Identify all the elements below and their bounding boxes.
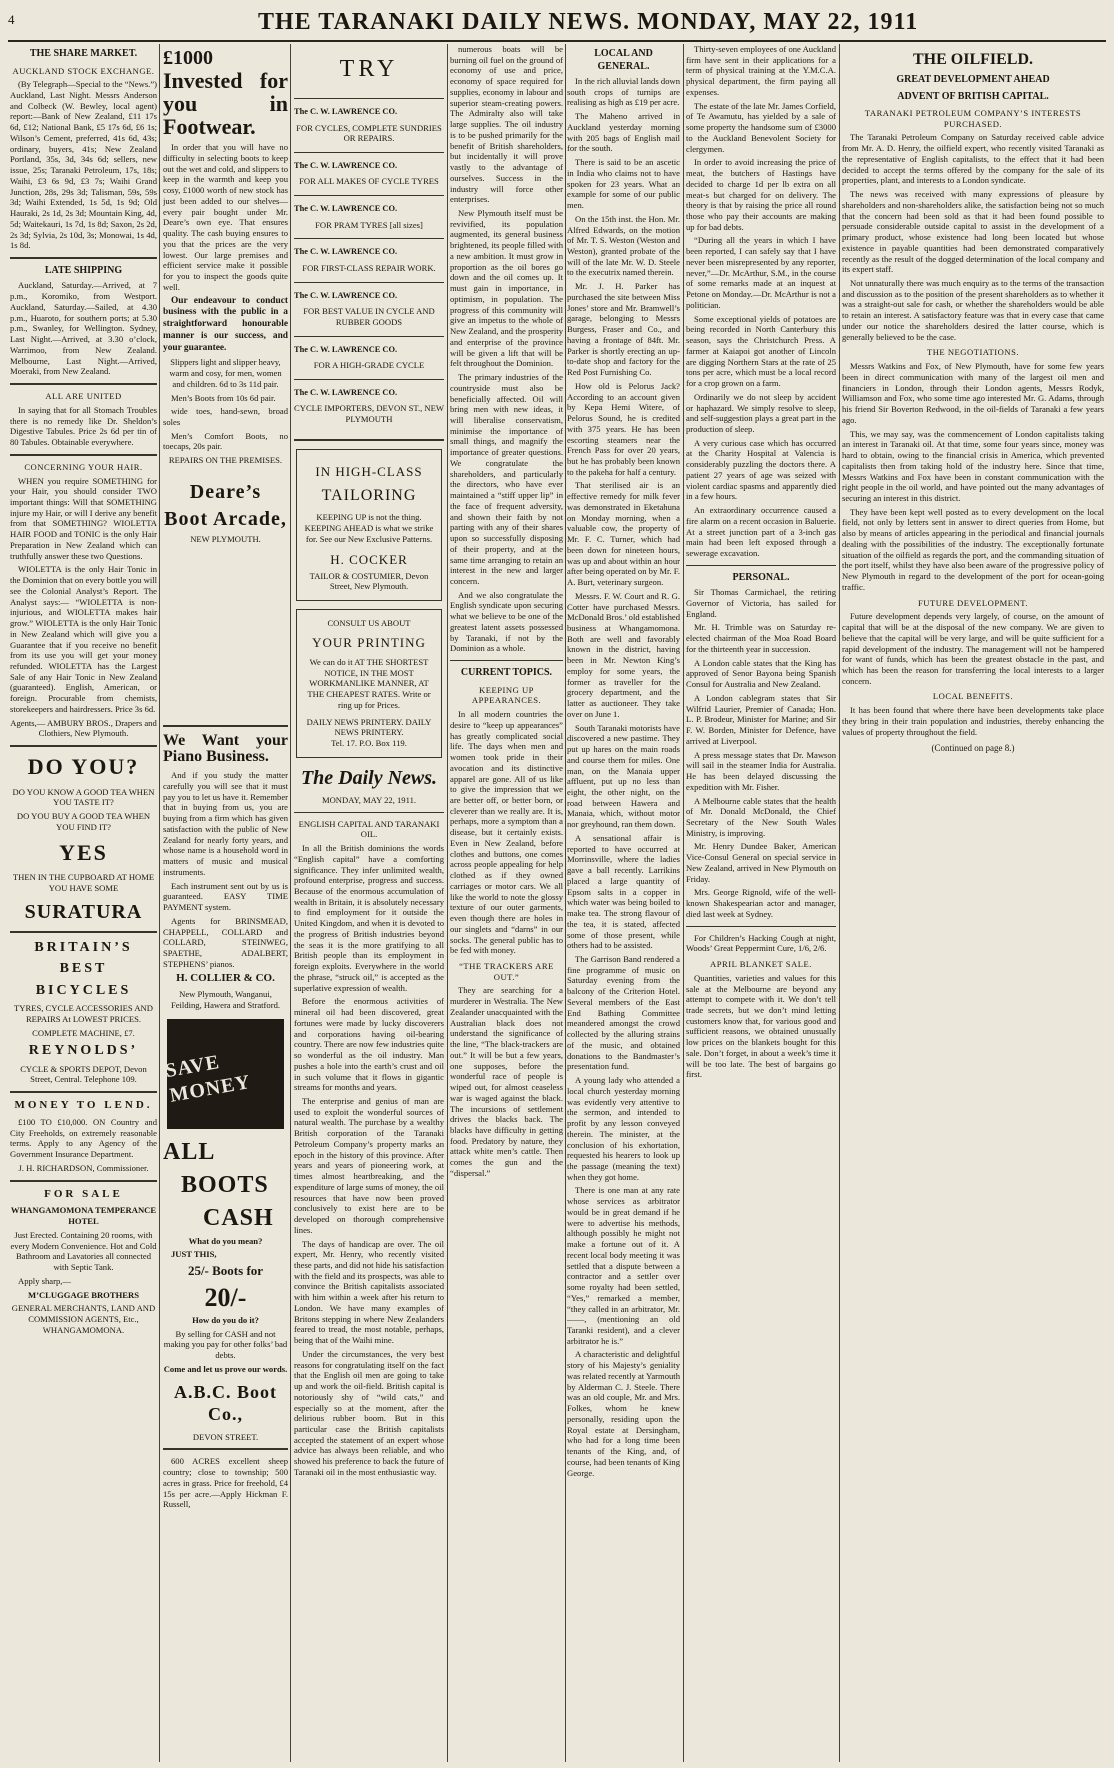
divider — [294, 439, 444, 441]
oilfield-heading: THE OILFIELD. — [912, 51, 1034, 68]
do-you-line-2: DO YOU BUY A GOOD TEA WHEN YOU FIND IT? — [16, 811, 151, 832]
lawrence-line: FOR CYCLES, COMPLETE SUNDRIES OR REPAIRS. — [296, 122, 442, 144]
column-5 — [686, 44, 836, 1762]
come-in: Come and let us prove our words. — [163, 1363, 288, 1374]
piano-heading: We Want your Piano Business. — [163, 731, 288, 766]
oilfield-paragraph: Messrs Watkins and Fox, of New Plymouth, have for some few years been in direct communication with many of the largest oil men and financiers in London, through their London agents, Messrs Rodyk, Williamson and Fox, who some time ago interested Mr. G. Adams, through his friend Sir Boverton Redwood, in the oil-fields of Taranaki a few years ago. — [842, 361, 1104, 425]
reynolds-name: REYNOLDS’ — [28, 1043, 139, 1059]
masthead-title: THE TARANAKI DAILY NEWS. MONDAY, MAY 22, 1911 — [258, 9, 919, 35]
date-line: MONDAY, MAY 22, 1911. — [321, 794, 417, 805]
lawrence-ad-row — [294, 152, 444, 195]
divider — [294, 812, 444, 813]
local-item: In the rich alluvial lands down south crops of turnips are realising as high as £19 per acre. — [567, 76, 680, 108]
page-number: 4 — [8, 12, 15, 27]
lawrence-ad-row — [294, 379, 444, 433]
column-1 — [10, 44, 157, 1762]
repairs-line: REPAIRS ON THE PREMISES. — [168, 455, 283, 466]
lawrence-name: The C. W. LAWRENCE CO. — [294, 204, 398, 214]
personal-item: A London cablegram states that Sir Wilfrid Laurier, Premier of Canada; Hon. L. P. Brodeur, Minister for Marine; and Sir F. W. Borden, Minister for Defence, have arrived at Liverpool. — [686, 692, 836, 746]
local-item: The Garrison Band rendered a fine programme of music on Saturday evening from the balcony of the Criterion Hotel. Several members of the East End Bathing Committee meandered amongst the crowd collected by the alluring strains of the music, and obtained donations to the Bandmaster’s presentation fund. — [567, 954, 680, 1072]
general-item: In order to avoid increasing the price of meat, the butchers of Hastings have decided to charge 1d per lb extra on all meat-s but charged for on delivery. The theory is that by raising the price all round those who pay their accounts are making up for bad debts. — [686, 157, 836, 232]
lawrence-line: FOR ALL MAKES OF CYCLE TYRES — [299, 176, 439, 187]
mccluggage-text: GENERAL MERCHANTS, LAND AND COMMISSION AGENTS, Etc., WHANGAMOMONA. — [11, 1303, 156, 1335]
money-text: £100 TO £10,000. ON Country and City Freeholds, on extremely reasonable terms. Apply to any Agency of the Government Insurance Department. — [10, 1116, 157, 1160]
hair-heading: CONCERNING YOUR HAIR. — [24, 461, 143, 472]
divider — [686, 565, 836, 566]
acres-ad: 600 ACRES excellent sheep country; close to township; 500 acres in grass. Price for freehold, £4 15s per acre.—Apply Hickman F. Russell, — [163, 1456, 288, 1510]
general-item: Some exceptional yields of potatoes are being recorded in North Canterbury this season, says the Christchurch Press. A farmer at Kaiapoi got another of Lincoln are digging Northern Stars at the rate of 25 tons per acre, which must be a local record for a crop grown on a farm. — [686, 313, 836, 389]
editorial-heading: ENGLISH CAPITAL AND TARANAKI OIL. — [298, 818, 440, 840]
lawrence-line: FOR FIRST-CLASS REPAIR WORK. — [302, 262, 436, 273]
tailoring-in: IN HIGH-CLASS — [315, 463, 423, 479]
column-rule — [290, 44, 291, 1762]
hotel-name: WHANGAMOMONA TEMPERANCE HOTEL — [10, 1205, 157, 1227]
cocker-sub: TAILOR & COSTUMIER, Devon Street, New Plymouth. — [309, 570, 429, 592]
footwear-amount: £1000 — [163, 47, 213, 69]
lawrence-ad-row — [294, 336, 444, 379]
lawrence-ad-row — [294, 98, 444, 152]
united-ad: In saying that for all Stomach Troubles there is no remedy like Dr. Sheldon’s Digestive Tabules. Price 2s 6d per tin of 80 Tabules. Obtainable everywhere. — [10, 404, 157, 448]
divider — [10, 1180, 157, 1182]
cash-label: CASH — [203, 1204, 274, 1231]
editorial-continued: And we also congratulate the English syndicate upon securing what we believe to be one of the greatest latent assets possessed by Taranaki, if not by the Dominion as a whole. — [450, 589, 563, 654]
what-mean: What do you mean? — [188, 1235, 263, 1246]
trackers-text: They are searching for a murderer in Westralia. The New Zealander unacquainted with the Australian black does not understand the significance of the line, “The black-trackers are out.” It will be but a few years, one supposes, before the wonderful race of people is wiped out, for almost ceaseless war is waged against the black. The incursions of settlement drives the blacks back. The blacks have difficulty in getting food. Predatory by nature, they attack white men’s cattle. Then comes the gun and the “dispersal.” — [450, 985, 563, 1178]
general-item: Ordinarily we do not sleep by accident or haphazard. We simply resolve to sleep, and self-suggestion plays a great part in the production of sleep. — [686, 391, 836, 434]
stock-report: (By Telegraph—Special to the “News.”) Auckland, Last Night. Messrs Anderson and Colbeck (W. Bewley, local agent) report:—Bank of New Zealand, £11 17s 6d, £12; National Bank, £5 17s 6d, £6 1s; Wilson’s Cement, preferred, 41s 6d, 43s; ordinary, buyers, 41s; New Zealand Portland, 35s, 3d, 34s 6d; sellers, new issue, 25s; Taranaki Petroleum, 17s, 18s; Waihi, £3 6s 9d, £3 7s; Waihi Grand Junction, 28s, 29s 3d; Talisman, 59s, 59s 3d; Waihi Extended, 1s 5d, 1s 9d; Old Hauraki, 2s 1d, 2s 3d; Mountain King, 4d, 5d; Waitekauri, 1s 7d, 1s 8d; Saxon, 2s 2d, 2s 3d; Sylvia, 2s 10d, 3s; Monowai, 1s 4d, 1s 8d. — [10, 79, 157, 251]
collier-place: New Plymouth, Wanganui, Feilding, Hawera and Stratford. — [170, 989, 281, 1010]
divider — [10, 454, 157, 456]
lawrence-name: The C. W. LAWRENCE CO. — [294, 160, 398, 170]
divider — [686, 926, 836, 927]
footwear-body: In order that you will have no difficulty in selecting boots to keep out the wet and cold, and slippers to keep in the warmth and keep you cosy, £1000 worth of new stock has just been added to our shelves—every pair bought under Mr. Deare’s own eye. That ensures quality. The cash buying ensures to you that the prices are the very lowest. Our large premises and efficient service make it possible for you to inspect the goods quite well. — [163, 142, 288, 292]
masthead — [8, 6, 1106, 42]
local-item: There is said to be an ascetic in India who claims not to have spoken for 23 years. What an example for some of our public men. — [567, 157, 680, 211]
oilfield-paragraph: This, we may say, was the commencement of London capitalists taking an interest in Taranaki oil. At that time, some four years since, money was hard to obtain, owing to the financial crisis in America, which prevented capitalists then from taking hold of the industry here. Since that time, Messrs Watkins and Fox have been in constant communication with the right people in the oil world, and have pointed out the many advantages of securing an interest in this district. — [842, 428, 1104, 503]
printing-tel: Tel. 17. P.O. Box 119. — [331, 738, 407, 749]
try-heading: TRY — [339, 56, 399, 82]
mens-boots-line: Men’s Boots from 10s 6d pair. — [171, 392, 276, 403]
general-item: An extraordinary occurrence caused a fire alarm on a recent occasion in Baluerie. At a street junction part of a 3-inch gas main had been left exposed through a sewerage excavation. — [686, 505, 836, 559]
future-development-heading: FUTURE DEVELOPMENT. — [917, 597, 1029, 608]
cash-text: By selling for CASH and not making you pay for other folks’ bad debts. — [163, 1328, 288, 1361]
lawrence-line: CYCLE IMPORTERS, DEVON ST., NEW PLYMOUTH — [294, 403, 444, 425]
column-4a — [450, 44, 563, 1762]
oilfield-paragraph: Not unnaturally there was much enquiry as to the terms of the transaction and discussion as to the position of the present shareholders as to whether it was a straight-out sale for cash, or whether the shareholders would be able to retain an interest. A satisfactory feature was that in every case that came under our notice the shareholders desired the latter course, which is generally believed to be the case. — [842, 278, 1104, 342]
editorial-continued: The primary industries of the countryside must also be beneficially affected. Oil will bring men with new ideas, it will liberalise conservatism, minimise the importance of small things, and magnify the importance of greater questions. We congratulate the shareholders, and particularly the directors, who have ever maintained a “stiff upper lip” in the face of frequent adversity, and shown their faith by not parting with any of their shares upon so successfully disposing of their property, and at the same time arranging to retain an interest in the new and larger concern. — [450, 372, 563, 586]
hotel-text: Just Erected. Containing 20 rooms, with every Modern Convenience. Hot and Cold Bathroom and Lavatories all connected with Septic Tank. — [10, 1229, 157, 1273]
oilfield-paragraph: The news was received with many expressions of pleasure by shareholders and non-shareholders alike, the satisfaction being not so much that the concern had been sold as that it had been found possible to persuade considerable outside capital to assist in the development of a primary product, whose existence had long been located but whose existence in payable quantities had been demonstrated comparatively recently as the result of the dogged determination of the local company and its expert staff. — [842, 189, 1104, 275]
apply-line: Apply sharp,— — [18, 1275, 71, 1286]
money-heading: MONEY TO LEND. — [14, 1099, 153, 1112]
united-heading: ALL ARE UNITED — [45, 391, 122, 402]
oilfield-paragraph: It has been found that where there have been developments take place they bring in their train population and industries, thereby enhancing the values of property throughout the field. — [842, 705, 1104, 737]
general-item: The estate of the late Mr. James Corfield, of Te Awamutu, has yielded by a sale of some property the handsome sum of £3000 to the Auckland Benevolent Society for clergymen. — [686, 100, 836, 154]
current-topics-heading: CURRENT TOPICS. — [460, 667, 553, 679]
divider — [163, 1448, 288, 1450]
do-you-line-1: DO YOU KNOW A GOOD TEA WHEN YOU TASTE IT? — [12, 786, 155, 808]
oilfield-paragraph: The Taranaki Petroleum Company on Saturday received cable advice from Mr. A. D. Henry, the oilfield expert, who recently visited Taranaki as the representative of English capitalists, to the effect that it had been decided to accept the terms offered by the company for the sale of its properties, plant, and interests to a London syndicate. — [842, 132, 1104, 186]
column-2 — [163, 44, 288, 1762]
collier-name: H. COLLIER & CO. — [176, 972, 275, 985]
cocker-name: H. COCKER — [330, 552, 408, 568]
hair-ad-text-2: WIOLETTA is the only Hair Tonic in the Dominion that on every bottle you will see the Colonial Analyst’s Report. The Analyst says:— “WIOLETTA is non-injurious, and WIOLETTA makes hair grow.” WIOLETTA is the only Hair Tonic in New Zealand which will give you a Guarantee that if you receive no benefit from its use you will get your money refunded. WIOLETTA has the Largest Sale of any Hair Tonic in New Zealand (guaranteed). English, American, or foreign. Procurable from chemists, storekeepers and hairdressers. Price 3s 6d. — [10, 564, 157, 714]
blanket-sale-text: Quantities, varieties and values for this sale at the Melbourne are beyond any attempt to compete with it. We don’t tell trade secrets, but we don’t mind letting customers know that, for various good and sufficient reasons, we obtained unusually low prices on the blankets bought for this sale. Don’t forget, in about a week’s time it will be too late. The best of bargains go first. — [686, 972, 836, 1080]
printing-consult: CONSULT US ABOUT — [327, 618, 411, 629]
column-rule — [447, 44, 448, 1762]
personal-item: Mrs. George Rignold, wife of the well-known Shakespearian actor and manager, died last week at Sydney. — [686, 887, 836, 919]
piano-terms: Each instrument sent out by us is guaranteed. EASY TIME PAYMENT system. — [163, 880, 288, 913]
lawrence-name: The C. W. LAWRENCE CO. — [294, 344, 398, 354]
general-item: “During all the years in which I have been reported, I can safely say that I have never been misrepresented by any reporter, never,”—Dr. McArthur, S.M., in the course of some remarks made at an inquest at Petone on Monday.—Dr. McArthur is not a politician. — [686, 235, 836, 310]
hair-agents: Agents,— AMBURY BROS., Drapers and Clothiers, New Plymouth. — [10, 717, 157, 739]
local-item: On the 15th inst. the Hon. Mr. Alfred Edwards, on the motion of Mr. T. S. Weston (Weston and Weston), granted probate of the will of the late Mr. W. D. Steele to the executrix named therein. — [567, 213, 680, 278]
local-item: That sterilised air is an effective remedy for milk fever was demonstrated in Eketahuna on Monday morning, when a valuable cow, the property of Mr. F. C. Turner, which had been down for nineteen hours, was up and about within an hour after being operated on by Mr. F. A. Burt, veterinary surgeon. — [567, 480, 680, 588]
hair-ad-text-1: WHEN you require SOMETHING for your Hair, you should consider TWO important things: Will that SOMETHING injure my Hair, or will I derive any benefit from that SOMETHING? WIOLETTA HAIR FOOD and TONIC is the only Hair Preparation in New Zealand which can truthfully answer these two Questions. — [10, 475, 157, 561]
personal-item: Sir Thomas Carmichael, the retiring Governor of Victoria, has sailed for England. — [686, 587, 836, 619]
deare-name: Deare’s — [189, 480, 262, 503]
column-3 — [294, 44, 444, 1762]
column-rule — [565, 44, 566, 1762]
divider — [10, 383, 157, 385]
negotiations-heading: THE NEGOTIATIONS. — [926, 347, 1020, 358]
do-you-heading: DO YOU? — [27, 754, 140, 780]
local-item: A young lady who attended a local church yesterday morning was evidently very attentive to the sermon, and intended to profit by any lesson conveyed therein. The minister, at the conclusion of his exhortation, requested his hearers to look up the passage (meaning the text) when they got home. — [567, 1075, 680, 1182]
yes-line: THEN IN THE CUPBOARD AT HOME YOU HAVE SOME — [12, 872, 155, 893]
local-item: How old is Pelorus Jack? According to an account given by Kepa Hemi Witere, of Pelorus Sound, he is credited with 375 years. He has been escorting steamers near the French Pass for over 20 years, but he has probably been known to the pakeha for half a century. — [567, 380, 680, 477]
editorial-paragraph: The enterprise and genius of man are used to exploit the wonderful sources of natural wealth. The purchase by a wealthy British corporation of the Taranaki Petroleum Company’s property marks an epoch in the history of this province. After years and years of pioneering work, at times almost heartbreaking, and the expenditure of large sums of money, the oil resources that have now been proved conclusively to exist here are to be developed on thorough comprehensive lines. — [294, 1095, 444, 1235]
lawrence-name: The C. W. LAWRENCE CO. — [294, 387, 398, 397]
editorial-continued: New Plymouth itself must be revivified, its population augmented, its general business brightened, its people filled with a new ambition. It must grow in proportion as the oil bores go down and the oil comes up. It must gain in importance, in optimism, in population. The progress of this community will give an impetus to the whole of New Zealand, and the prosperity and enterprise of the province will be given a lift that will be felt throughout the Dominion. — [450, 208, 563, 369]
tailoring-ad — [296, 449, 442, 601]
lawrence-ad-list — [294, 98, 444, 433]
local-general-heading: LOCAL AND GENERAL. — [594, 48, 653, 72]
column-rule — [683, 44, 684, 1762]
general-item: A very curious case which has occurred at the Charity Hospital at Valencia is considerably puzzling the doctors there. A patient 27 years of age was seized with violent cardiac spasms and apparently died in a few hours. — [686, 437, 836, 502]
britains-line: BRITAIN’S — [34, 939, 133, 955]
general-item: Thirty-seven employees of one Auckland firm have sent in their applications for a term of physical training at the Y.M.C.A. physical department, the firm paying all expenses. — [686, 44, 836, 97]
local-item: South Taranaki motorists have discovered a new pastime. They put up hares on the main roads and course them for miles. One man, on the Manaia upper affluent, put up no less than eight, the other night, on the road between Hawera and Manaia, which, without motor nor greyhound, ran them down. — [567, 722, 680, 830]
editorial-paragraph: Before the enormous activities of mineral oil had been discovered, great fortunes were made by lucky discoverers and corporations having oil-bearing country. There are now few industries quite so wonderful as the oil industry. Man pushes a hole into the earth’s crust and oil in such volume that it flows in gigantic streams for months and years. — [294, 996, 444, 1093]
divider — [450, 660, 563, 661]
deare-place: NEW PLYMOUTH. — [190, 533, 261, 544]
best-line: BEST — [59, 961, 108, 977]
how-do: How do you do it? — [192, 1314, 259, 1325]
appearances-text: In all modern countries the desire to “keep up appearances” has greatly complicated social life. The days when men and women took pride in their avocation and its distinctive apparel are gone. All of us like to give the impression that we are better off, or better born, or cleverer than we really are. It is, perhaps, more a symptom than a disease, but it certainly exists. Even in New Zealand, before clothes and buttons, one comes across people appealing for help clothed as if they owned carriages or motor cars. We all like the world to note the glossy texture of our outer garments, even though there are holes in our singlets and “darns” in our socks. The general public has to be fed with money. — [450, 709, 563, 956]
local-item: Mr. J. H. Parker has purchased the site between Miss Jones’ store and Mr. Bramwell’s garage, belonging to Messrs Burgess, Fraser and Co., and having a frontage of 84ft. Mr. Parker is shortly erecting an up-to-date shop and factory for the Red Post Furnishing Co. — [567, 281, 680, 378]
printing-text: We can do it AT THE SHORTEST NOTICE, IN THE MOST WORKMANLIKE MANNER, AT THE CHEAPEST RATES. Write or ring up for Prices. — [307, 657, 431, 710]
column-4b — [567, 44, 680, 1762]
divider — [10, 931, 157, 933]
local-benefits-heading: LOCAL BENEFITS. — [932, 691, 1014, 702]
tailoring-text: KEEPING UP is not the thing. KEEPING AHEAD is what we strike for. See our New Exclusive Patterns. — [304, 512, 434, 544]
personal-heading: PERSONAL. — [732, 571, 790, 583]
boots-for: 25/- Boots for — [187, 1263, 264, 1279]
editorial-paragraph: Under the circumstances, the very best reasons for congratulating itself on the fact that the English oil men are going to take up and work the oil-field. British capital is notoriously shy of “wild cats,” and especially so at the moment, after the delirious rubber boom. But in this particular case the British capitalists accepted the statement of an expert whose advice has always been reliable, and who showed his preference to back the future of Taranaki oil in the most enthusiastic way. — [294, 1348, 444, 1477]
lawrence-line: FOR BEST VALUE IN CYCLE AND RUBBER GOODS — [303, 306, 435, 327]
lawrence-name: The C. W. LAWRENCE CO. — [294, 107, 398, 116]
column-rule — [839, 44, 840, 1762]
reynolds-address: CYCLE & SPORTS DEPOT, Devon Street, Central. Telephone 109. — [20, 1063, 147, 1085]
lawrence-ad-row — [294, 195, 444, 238]
money-agent: J. H. RICHARDSON, Commissioner. — [18, 1162, 149, 1173]
trackers-heading: “THE TRACKERS ARE OUT.” — [459, 960, 554, 982]
divider — [10, 257, 157, 259]
tailoring-label: TAILORING — [321, 487, 417, 505]
oilfield-paragraph: Future development depends very largely, of course, on the amount of capital that will be at the disposal of the new company. We are given to believe that the capital will be very large, and will be quite sufficient for a rapid development of the industry. The management will not be hampered for want of funds, which has been the greatest obstacle in the past, and which has been the reason for transferring the local interests to a larger concern. — [842, 611, 1104, 686]
editorial-paragraph: In all the British dominions the words “English capital” have a comforting significance. They infer unlimited wealth, profound enterprise, progress and success. Because of the enormous accumulation of wealth in Britain, it is absolutely necessary to find employment for it outside the United Kingdom, and when it is devoted to the progress of British industries beyond the seas it is the more gratifying to all British people than its employment in foreign exploits. Everywhere in the world the phrase, “struck oil,” is accepted as the superlative expression of wealth. — [294, 843, 444, 993]
footwear-headline: Invested for you in Footwear. — [163, 68, 288, 140]
blanket-sale-heading: APRIL BLANKET SALE. — [710, 959, 812, 970]
deare-arcade: Boot Arcade, — [164, 507, 287, 530]
footwear-ad-heading — [163, 48, 288, 138]
lawrence-line: FOR A HIGH-GRADE CYCLE — [313, 360, 425, 371]
column-4 — [450, 44, 680, 1762]
oilfield-subheading-1: GREAT DEVELOPMENT AHEAD — [896, 74, 1050, 85]
personal-item: A Melbourne cable states that the health of Mr. Donald McDonald, the Chief Secretary of the New South Wales Ministry, is improving. — [686, 795, 836, 838]
divider — [163, 725, 288, 727]
personal-item: Mr. Henry Dundee Baker, American Vice-Consul General on special service in New Zealand, arrived in New Plymouth on Friday. — [686, 841, 836, 884]
personal-item: A London cable states that the King has approved of Senor Bayona being Spanish Consul for Australia and New Zealand. — [686, 657, 836, 690]
local-item: Messrs. F. W. Court and R. G. Cotter have purchased Messrs. McDonald Bros.’ old established business at Whangamomona. Both are well and favorably known in the district, having been in Mr. Newton King’s employ for some years, the former as traveller for the grocery department, and the latter as auctioneer. They take over on June 1. — [567, 590, 680, 719]
personal-item: Mr. H. Trimble was on Saturday re-elected chairman of the Moa Road Board for the thirteenth year in succession. — [686, 622, 836, 654]
stock-exchange-heading: AUCKLAND STOCK EXCHANGE. — [12, 65, 155, 76]
oilfield-subheading-3: TARANAKI PETROLEUM COMPANY’S INTERESTS PURCHASED. — [864, 108, 1082, 129]
appearances-heading: KEEPING UP APPEARANCES. — [471, 684, 542, 706]
boots-price: 20/- — [204, 1283, 247, 1313]
divider — [10, 745, 157, 747]
local-item: A characteristic and delightful story of his Majesty’s geniality was related recently at Yarmouth by Alderman C. J. Steele. There was an old couple, Mr. and Mrs. Folkes, whom he knew personally, residing upon the Royal estate at Dersingham, who had for a long time been tenants of the King, and, of course, had been tenants of King George. — [567, 1349, 680, 1478]
footwear-guarantee: Our endeavour to conduct business with the public in a straightforward honourable manner is our success, and your guarantee. — [163, 295, 288, 353]
lawrence-ad-row — [294, 282, 444, 336]
editorial-paragraph: The days of handicap are over. The oil expert, Mr. Henry, who recently visited these parts, and did not hide his satisfaction with the field and its prospects, was able to convince the British capitalists associated with him within a week after his return to London. We have many examples of Britons stepping in where New Zealanders feared to tread, the most notable, perhaps, being that of the Waihi mine. — [294, 1238, 444, 1346]
personal-item: A press message states that Dr. Mawson will sail in the steamer India for Australia. He has been delayed discussing the expedition with Mr. Fisher. — [686, 749, 836, 792]
continued-note: (Continued on page 8.) — [931, 743, 1015, 754]
column-6 — [842, 44, 1104, 1762]
piano-text: And if you study the matter carefully you will see that it must pay you to let us have it. Remember that in buying from us, you are buying from a firm which has given satisfaction with the public of New Zealand for nearly forty years, and whose name is a household word in matters of music and musical instruments. — [163, 770, 288, 877]
bicycles-line: BICYCLES — [35, 982, 132, 998]
slippers-line: Slippers light and slipper heavy, warm and cosy, for men, women and children. 6d to 3s 11d pair. — [169, 357, 282, 389]
boots-label: BOOTS — [181, 1171, 269, 1198]
mccluggage-name: M’CLUGGAGE BROTHERS — [27, 1289, 139, 1300]
abc-name: A.B.C. Boot Co., — [173, 1381, 277, 1425]
share-market-heading: THE SHARE MARKET. — [29, 48, 138, 59]
wide-toes-line: wide toes, hand-sewn, broad soles — [163, 406, 288, 427]
local-item: There is one man at any rate whose services as arbitrator would be in great demand if he were to advertise his methods, although possibly he might not make a fortune out of it. A recent local body meeting it was settled that a dispute between a contractor and a settler over some royalty had been settled, “Yes,” remarked a member, “they called in an arbitrator, Mr. ——, (mentioning an old Taranki resident), and a clever arbitrator he is.” — [567, 1185, 680, 1346]
local-item: The Maheno arrived in Auckland yesterday morning with 205 bags of English mail for the south. — [567, 111, 680, 154]
printing-ad — [296, 609, 442, 758]
lawrence-ad-row — [294, 238, 444, 281]
tyres-text: TYRES, CYCLE ACCESSORIES AND REPAIRS At LOWEST PRICES. — [14, 1003, 153, 1024]
oilfield-paragraph: They have been kept well posted as to every development on the local field, not only by letters sent in answer to direct queries from Home, but also by means of articles appearing in the periodical and financial journals dealing with the possibilities of the industry. The exceptionally fortunate situation of the oilfield as regards the port, and the commanding situation of the port itself, whilst they have also been aware of the progressive policy of New Plymouth in regard to the development of the port for ocean-going traffic. — [842, 506, 1104, 592]
all-label: ALL — [163, 1138, 216, 1165]
shipping-heading: LATE SHIPPING — [44, 264, 123, 276]
abc-place: DEVON STREET. — [192, 1431, 259, 1442]
column-rule — [159, 44, 160, 1762]
printing-heading: YOUR PRINTING — [312, 634, 426, 650]
lawrence-name: The C. W. LAWRENCE CO. — [294, 247, 398, 257]
divider — [10, 1091, 157, 1093]
piano-agents: Agents for BRINSMEAD, CHAPPELL, COLLARD and COLLARD, STEINWEG, SPAETHE, ADALBERT, STEPHENS’ pianos. — [163, 915, 288, 969]
daily-news-nameplate: The Daily News. — [300, 766, 438, 789]
lawrence-line: FOR PRAM TYRES [all sizes] — [315, 219, 423, 230]
for-sale-heading: FOR SALE — [44, 1187, 123, 1200]
lawrence-name: The C. W. LAWRENCE CO. — [294, 290, 398, 300]
local-item: A sensational affair is reported to have occurred at Morrinsville, where the ladies gave a ball recently. Larrikins placed a large quantity of Epsom salts in a copper in which water was being boiled to make tea. The strong flavour of the tea, it is stated, affected some of those present, while others had to be assisted. — [567, 832, 680, 951]
save-money-label: SAVE MONEY — [163, 1050, 253, 1107]
yes-heading: YES — [59, 839, 108, 865]
shipping-report: Auckland, Saturday.—Arrived, at 7 p.m., Koromiko, from Westport. Auckland, Saturday.—Sailed, at 4.30 p.m., Huaroto, for southern ports; at 5.30 p.m., Swanley, for Wellington. Sydney, Last Night.—Arrived, at 3.30 o’clock, Warrimoo, from New Zealand. Melbourne, Last Night.—Arrived, Moeraki, from New Zealand. — [10, 280, 157, 377]
suratura-brand: SURATURA — [24, 900, 143, 923]
children-cough-ad: For Children’s Hacking Cough at night, Woods’ Great Peppermint Cure, 1/6, 2/6. — [686, 932, 836, 954]
comfort-boots-line: Men’s Comfort Boots, no toecaps, 20s pair. — [163, 430, 288, 452]
complete-machine: COMPLETE MACHINE, £7. — [32, 1027, 135, 1038]
editorial-continued: numerous boats will be burning oil fuel on the ground of economy of use and price, economy of space required for supplies, economy in labour and superior steam-creating powers. The Admiralty also will take large supplies. The oil industry is to be pushed primarily for the benefit of British shareholders, but incidentally it will prove vastly to the advantage of ourselves. Success in the industry will force other enterprises. — [450, 44, 563, 205]
printing-sig: DAILY NEWS PRINTERY. DAILY NEWS PRINTERY. — [306, 716, 432, 738]
just-this: JUST THIS, — [171, 1249, 217, 1260]
save-money-illustration — [163, 1019, 284, 1129]
oilfield-subheading-2: ADVENT OF BRITISH CAPITAL. — [897, 90, 1049, 102]
